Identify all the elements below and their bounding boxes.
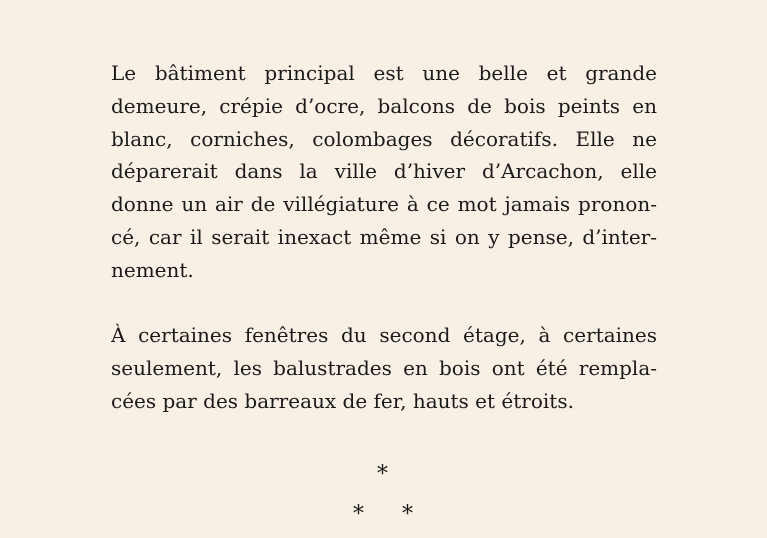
text-line: déparerait dans la ville d’hiver d’Arcachon, elle <box>111 159 657 184</box>
text-line: donne un air de villégiature à ce mot jamais pronon- <box>111 192 657 217</box>
text-line: cé, car il serait inexact même si on y pense, d’inter- <box>111 224 657 249</box>
text-line: demeure, crépie d’ocre, balcons de bois peints en <box>111 93 657 118</box>
asterisk: * <box>353 502 364 527</box>
text-line: nement. <box>111 257 194 282</box>
paragraph-gap <box>111 287 657 320</box>
asterisk: * <box>377 462 388 487</box>
asterisk: * <box>402 502 413 527</box>
text-line: blanc, corniches, colombages décoratifs. Elle ne <box>111 126 657 151</box>
body-text <box>111 57 657 418</box>
text-line: À certaines fenêtres du second étage, à certaines <box>111 323 657 348</box>
text-line: cées par des barreaux de fer, hauts et étroits. <box>111 388 574 413</box>
paragraph-1 <box>111 57 657 287</box>
text-line: seulement, les balustrades en bois ont été rempla- <box>111 356 657 381</box>
text-line: Le bâtiment principal est une belle et grande <box>111 61 657 85</box>
paragraph-2 <box>111 319 657 417</box>
